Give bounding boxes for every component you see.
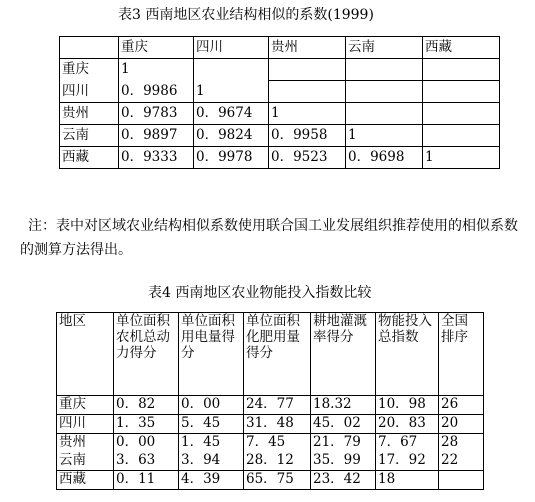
table4-header-cell: 地区: [57, 313, 114, 396]
table-cell: 4．39: [179, 471, 244, 490]
table-cell: [439, 471, 484, 490]
table-cell: 3．94: [179, 452, 244, 471]
table-cell: 20: [439, 415, 484, 434]
table-row: [60, 81, 500, 103]
table-cell: 23．42: [311, 471, 376, 490]
table-cell: [346, 103, 423, 125]
table-cell: 7．67: [376, 434, 439, 453]
table-cell: 7．45: [244, 434, 311, 453]
table-cell: 0．9674: [194, 103, 269, 125]
table4-header-cell: 单位面积化肥用量得分: [244, 313, 311, 396]
table-cell: 31．48: [244, 415, 311, 434]
table-row: [57, 452, 484, 471]
table-cell: 65．75: [244, 471, 311, 490]
table-cell: 0．00: [114, 434, 179, 453]
table-cell: 1: [194, 81, 269, 103]
table-cell: 0．00: [179, 396, 244, 415]
table-cell: 0．9986: [119, 81, 194, 103]
table3-header-cell: 重庆: [119, 37, 194, 59]
table-cell: 28．12: [244, 452, 311, 471]
row-label: 重庆: [60, 59, 119, 81]
table3-header-cell: 云南: [346, 37, 423, 59]
table-row: [57, 434, 484, 453]
table-cell: 28: [439, 434, 484, 453]
table-cell: 0．82: [114, 396, 179, 415]
table-cell: [346, 81, 423, 103]
table-cell: 0．9978: [194, 147, 269, 169]
table-cell: 重庆: [57, 396, 114, 415]
table-cell: 10．98: [376, 396, 439, 415]
table-cell: 35．99: [311, 452, 376, 471]
row-label: 云南: [60, 125, 119, 147]
table-cell: 西藏: [57, 471, 114, 490]
table-cell: [423, 81, 500, 103]
table-cell: [269, 59, 346, 81]
row-label: 四川: [60, 81, 119, 103]
table-row: [57, 415, 484, 434]
table-cell: 1．35: [114, 415, 179, 434]
table-cell: 0．9698: [346, 147, 423, 169]
table3-header-cell: [60, 37, 119, 59]
table4-header-cell: 物能投入总指数: [376, 313, 439, 396]
table-cell: 1．45: [179, 434, 244, 453]
table-cell: 18: [376, 471, 439, 490]
table-cell: 云南: [57, 452, 114, 471]
table-cell: [269, 81, 346, 103]
table-cell: [194, 59, 269, 81]
table-row: [60, 103, 500, 125]
table4-header-cell: 耕地灌溉率得分: [311, 313, 376, 396]
table-cell: 0．9523: [269, 147, 346, 169]
table3-header-cell: 四川: [194, 37, 269, 59]
table3-header-row: [60, 37, 500, 59]
table3: [59, 36, 500, 169]
table-cell: [346, 59, 423, 81]
table-cell: 17．92: [376, 452, 439, 471]
table-cell: 5．45: [179, 415, 244, 434]
table-cell: 22: [439, 452, 484, 471]
table-row: [57, 396, 484, 415]
table4-caption: 表4 西南地区农业物能投入指数比较: [148, 285, 372, 301]
table4-header-cell: 全国排序: [439, 313, 484, 396]
row-label: 西藏: [60, 147, 119, 169]
table-row: [60, 147, 500, 169]
table-row: [60, 125, 500, 147]
table-cell: 0．9897: [119, 125, 194, 147]
table3-header-cell: 西藏: [423, 37, 500, 59]
table-cell: 0．11: [114, 471, 179, 490]
table-cell: 26: [439, 396, 484, 415]
table-cell: 20．83: [376, 415, 439, 434]
table3-header-cell: 贵州: [269, 37, 346, 59]
table-row: [60, 59, 500, 81]
table4: [56, 312, 484, 490]
table-cell: 0．9958: [269, 125, 346, 147]
table-cell: 3．63: [114, 452, 179, 471]
table-cell: [423, 125, 500, 147]
table-cell: [423, 59, 500, 81]
table-cell: 45．02: [311, 415, 376, 434]
table-cell: 1: [119, 59, 194, 81]
table-cell: 18.32: [311, 396, 376, 415]
table3-note: 注：表中对区域农业结构相似系数使用联合国工业发展组织推荐使用的相似系数的测算方法得出。: [20, 218, 518, 258]
table-cell: 四川: [57, 415, 114, 434]
table4-header-cell: 单位面积用电量得分: [179, 313, 244, 396]
table-cell: 21．79: [311, 434, 376, 453]
table-cell: 0．9783: [119, 103, 194, 125]
table-cell: 24．77: [244, 396, 311, 415]
table3-caption: 表3 西南地区农业结构相似的系数(1999): [118, 7, 374, 23]
table-row: [57, 471, 484, 490]
table-cell: [423, 103, 500, 125]
row-label: 贵州: [60, 103, 119, 125]
table-cell: 0．9824: [194, 125, 269, 147]
table4-header-row: [57, 313, 484, 396]
table-cell: 1: [423, 147, 500, 169]
table-cell: 0．9333: [119, 147, 194, 169]
table-cell: 1: [346, 125, 423, 147]
table-cell: 贵州: [57, 434, 114, 453]
table4-header-cell: 单位面积农机总动力得分: [114, 313, 179, 396]
table-cell: 1: [269, 103, 346, 125]
